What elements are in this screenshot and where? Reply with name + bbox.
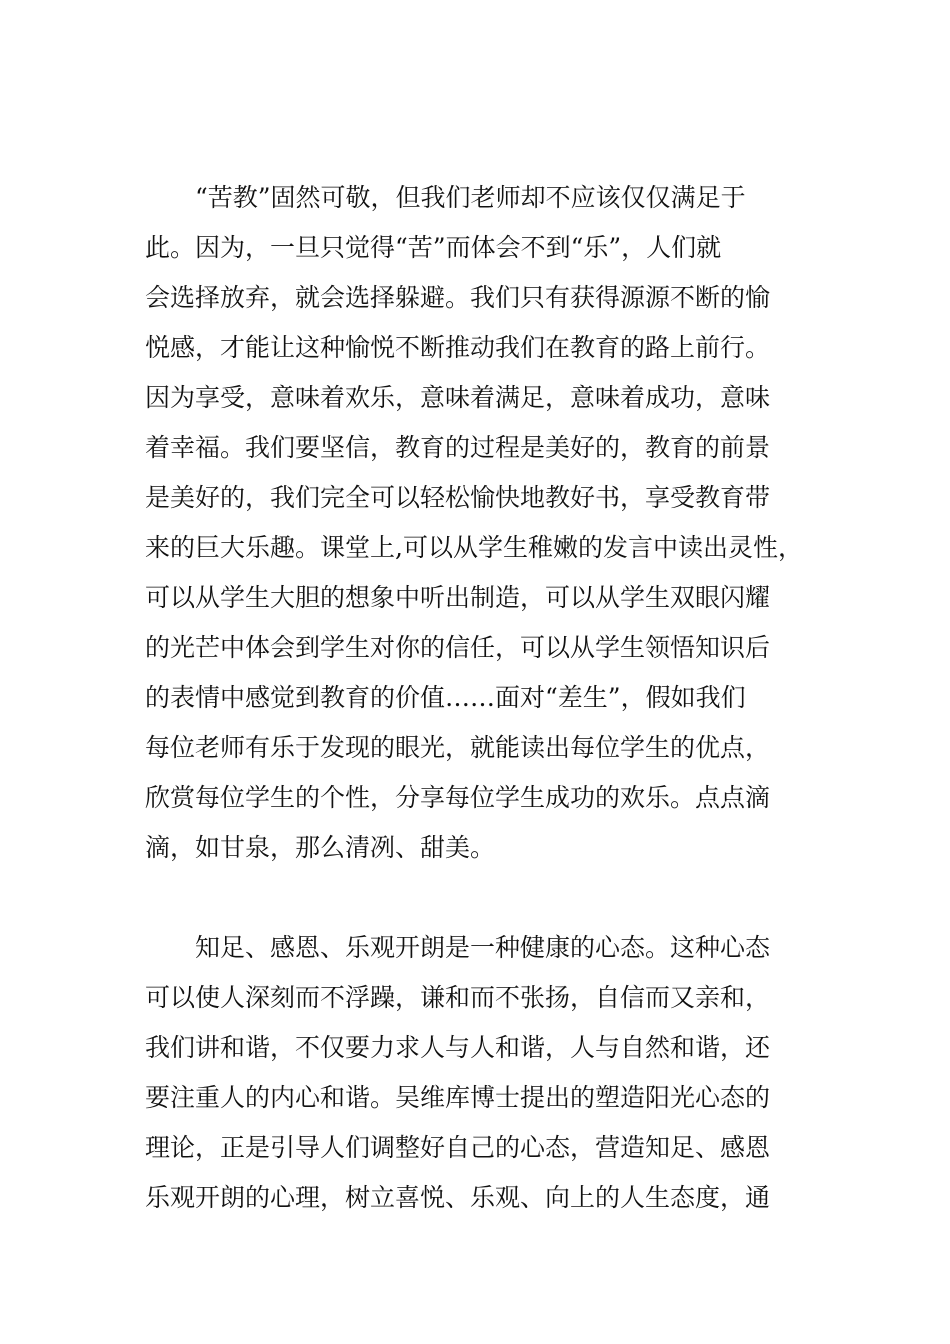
paragraph-line: 要注重人的内心和谐。吴维库博士提出的塑造阳光心态的 (145, 1083, 771, 1112)
paragraph-line: 滴，如甘泉，那么清冽、甜美。 (145, 833, 496, 862)
paragraph-line: 着幸福。我们要坚信，教育的过程是美好的，教育的前景 (145, 433, 771, 462)
paragraph-line: 悦感，才能让这种愉悦不断推动我们在教育的路上前行。 (145, 333, 771, 362)
paragraph-line: 因为享受，意味着欢乐，意味着满足，意味着成功，意味 (145, 383, 771, 412)
paragraph-line: 乐观开朗的心理，树立喜悦、乐观、向上的人生态度，通 (145, 1183, 771, 1212)
paragraph-line: 会选择放弃，就会选择躲避。我们只有获得源源不断的愉 (145, 283, 771, 312)
paragraph-line: 知足、感恩、乐观开朗是一种健康的心态。这种心态 (195, 933, 771, 962)
paragraph-line: 每位老师有乐于发现的眼光，就能读出每位学生的优点， (145, 733, 771, 762)
paragraph-line: 我们讲和谐，不仅要力求人与人和谐，人与自然和谐，还 (145, 1033, 771, 1062)
paragraph-line: 是美好的，我们完全可以轻松愉快地教好书，享受教育带 (145, 483, 771, 512)
paragraph-line: 可以使人深刻而不浮躁，谦和而不张扬，自信而又亲和， (145, 983, 771, 1012)
paragraph-line: “苦教”固然可敬，但我们老师却不应该仅仅满足于 (195, 183, 746, 212)
paragraph-line: 的表情中感觉到教育的价值……面对“差生”，假如我们 (145, 683, 746, 712)
paragraph-line: 此。因为，一旦只觉得“苦”而体会不到“乐”，人们就 (145, 233, 722, 262)
paragraph-line: 欣赏每位学生的个性，分享每位学生成功的欢乐。点点滴 (145, 783, 771, 812)
paragraph-line: 理论，正是引导人们调整好自己的心态，营造知足、感恩 (145, 1133, 771, 1162)
paragraph-line: 可以从学生大胆的想象中听出制造，可以从学生双眼闪耀 (145, 583, 771, 612)
paragraph-line: 的光芒中体会到学生对你的信任，可以从学生领悟知识后 (145, 633, 771, 662)
paragraph-line: 来的巨大乐趣。课堂上,可以从学生稚嫩的发言中读出灵性， (145, 533, 803, 562)
